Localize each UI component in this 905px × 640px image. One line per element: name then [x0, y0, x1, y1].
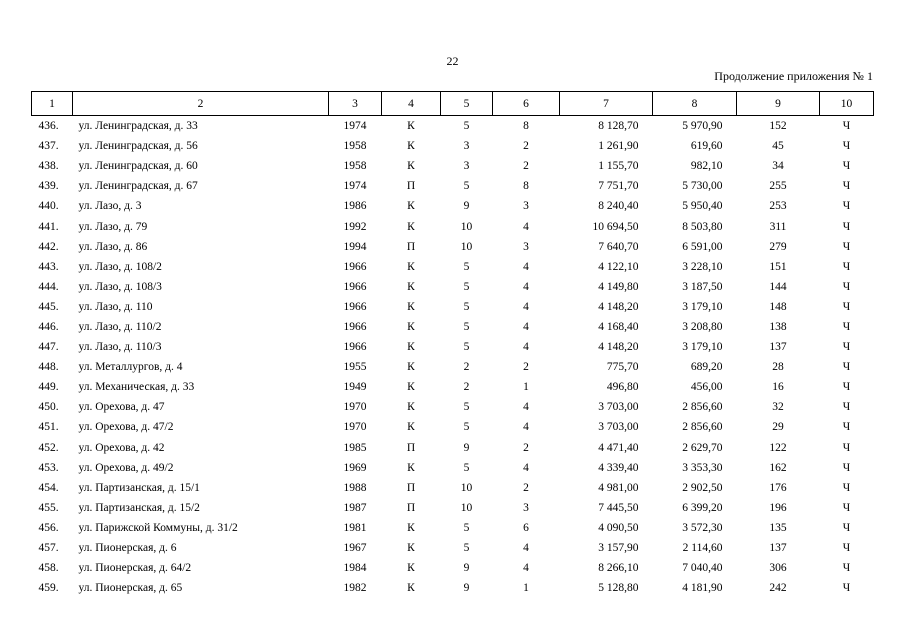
table-row [32, 257, 874, 277]
entrances-cell: 2 [523, 361, 529, 374]
living-area-cell: 4 181,90 [682, 582, 723, 595]
entrances-cell: 8 [523, 120, 529, 133]
year-cell: 1969 [343, 461, 367, 474]
year-cell: 1986 [343, 200, 367, 213]
address-cell: ул. Ленинградская, д. 60 [78, 160, 198, 173]
entrances-cell: 4 [523, 341, 529, 354]
table-row [32, 196, 874, 216]
living-area-cell: 2 902,50 [682, 481, 723, 494]
address-cell: ул. Пионерская, д. 64/2 [78, 562, 192, 575]
address-cell: ул. Пионерская, д. 6 [78, 542, 177, 555]
row-index: 440. [38, 200, 59, 213]
total-area-cell: 4 339,40 [598, 461, 639, 474]
floors-cell: 5 [463, 521, 470, 534]
entrances-cell: 4 [523, 401, 529, 414]
year-cell: 1974 [343, 180, 367, 193]
row-index: 445. [38, 300, 59, 313]
floors-cell: 5 [463, 320, 470, 333]
residents-cell: 144 [769, 280, 787, 293]
row-index: 459. [38, 582, 59, 595]
entrances-cell: 2 [523, 441, 529, 454]
material-cell: К [407, 381, 415, 394]
status-cell: Ч [842, 320, 851, 333]
entrances-cell: 4 [523, 461, 529, 474]
address-cell: ул. Ленинградская, д. 67 [78, 180, 198, 193]
row-index: 441. [38, 220, 59, 233]
address-cell: ул. Механическая, д. 33 [78, 381, 195, 394]
entrances-cell: 4 [523, 542, 529, 555]
total-area-cell: 1 155,70 [598, 160, 639, 173]
row-index: 454. [38, 481, 59, 494]
column-header: 6 [493, 92, 560, 116]
residents-cell: 16 [772, 381, 784, 394]
material-cell: К [407, 260, 415, 273]
table-body [32, 116, 874, 599]
living-area-cell: 3 353,30 [682, 461, 723, 474]
table-row [32, 397, 874, 417]
residents-cell: 28 [772, 361, 784, 374]
living-area-cell: 3 228,10 [682, 260, 723, 273]
year-cell: 1966 [343, 320, 367, 333]
year-cell: 1958 [343, 160, 367, 173]
floors-cell: 9 [463, 441, 470, 454]
total-area-cell: 8 266,10 [598, 562, 639, 575]
total-area-cell: 7 445,50 [598, 501, 639, 514]
year-cell: 1970 [343, 401, 367, 414]
status-cell: Ч [842, 381, 851, 394]
residents-cell: 137 [769, 341, 787, 354]
address-cell: ул. Лазо, д. 110/2 [78, 320, 162, 333]
total-area-cell: 4 168,40 [598, 320, 639, 333]
floors-cell: 10 [460, 501, 473, 514]
living-area-cell: 6 399,20 [682, 501, 723, 514]
material-cell: К [407, 220, 415, 233]
address-cell: ул. Лазо, д. 110/3 [78, 341, 162, 354]
living-area-cell: 689,20 [690, 361, 723, 374]
total-area-cell: 4 148,20 [598, 341, 639, 354]
entrances-cell: 3 [523, 501, 529, 514]
material-cell: К [407, 320, 415, 333]
status-cell: Ч [842, 582, 851, 595]
total-area-cell: 7 640,70 [598, 240, 639, 253]
total-area-cell: 8 128,70 [598, 120, 639, 133]
entrances-cell: 2 [523, 140, 529, 153]
residents-cell: 45 [772, 140, 784, 153]
year-cell: 1981 [343, 521, 367, 534]
living-area-cell: 8 503,80 [682, 220, 723, 233]
entrances-cell: 6 [523, 521, 529, 534]
material-cell: К [407, 120, 415, 133]
status-cell: Ч [842, 300, 851, 313]
residents-cell: 151 [769, 260, 787, 273]
floors-cell: 5 [463, 542, 470, 555]
material-cell: К [407, 160, 415, 173]
residents-cell: 135 [769, 521, 787, 534]
floors-cell: 9 [463, 200, 470, 213]
year-cell: 1966 [343, 280, 367, 293]
living-area-cell: 2 856,60 [682, 421, 723, 434]
row-index: 452. [38, 441, 59, 454]
residents-cell: 311 [769, 220, 787, 233]
living-area-cell: 456,00 [690, 381, 723, 394]
material-cell: К [407, 461, 415, 474]
residents-cell: 162 [769, 461, 787, 474]
status-cell: Ч [842, 180, 851, 193]
material-cell: П [406, 501, 416, 514]
floors-cell: 5 [463, 300, 470, 313]
column-header: 10 [820, 92, 874, 116]
row-index: 446. [38, 320, 59, 333]
living-area-cell: 6 591,00 [682, 240, 723, 253]
residents-cell: 255 [769, 180, 787, 193]
residents-cell: 253 [769, 200, 787, 213]
table-row [32, 277, 874, 297]
address-cell: ул. Орехова, д. 47 [78, 401, 165, 414]
status-cell: Ч [842, 240, 851, 253]
year-cell: 1988 [343, 481, 367, 494]
floors-cell: 3 [463, 160, 470, 173]
total-area-cell: 4 122,10 [598, 260, 639, 273]
material-cell: К [407, 341, 415, 354]
row-index: 456. [38, 521, 59, 534]
status-cell: Ч [842, 521, 851, 534]
total-area-cell: 496,80 [606, 381, 639, 394]
address-cell: ул. Металлургов, д. 4 [78, 361, 183, 374]
floors-cell: 9 [463, 582, 470, 595]
material-cell: П [406, 441, 416, 454]
residents-cell: 148 [769, 300, 787, 313]
entrances-cell: 1 [523, 582, 529, 595]
floors-cell: 5 [463, 180, 470, 193]
living-area-cell: 982,10 [690, 160, 723, 173]
floors-cell: 10 [460, 481, 473, 494]
floors-cell: 2 [463, 381, 470, 394]
status-cell: Ч [842, 481, 851, 494]
entrances-cell: 4 [523, 280, 529, 293]
table-row [32, 538, 874, 558]
floors-cell: 5 [463, 461, 470, 474]
year-cell: 1987 [343, 501, 367, 514]
address-cell: ул. Орехова, д. 49/2 [78, 461, 174, 474]
row-index: 453. [38, 461, 59, 474]
year-cell: 1984 [343, 562, 367, 575]
address-cell: ул. Лазо, д. 86 [78, 240, 148, 253]
residents-cell: 29 [772, 421, 784, 434]
table-row [32, 578, 874, 598]
residents-cell: 122 [769, 441, 787, 454]
row-index: 450. [38, 401, 59, 414]
table-row [32, 438, 874, 458]
page-number: 22 [446, 54, 459, 68]
status-cell: Ч [842, 260, 851, 273]
table-row [32, 176, 874, 196]
year-cell: 1970 [343, 421, 367, 434]
year-cell: 1966 [343, 341, 367, 354]
address-cell: ул. Партизанская, д. 15/1 [78, 481, 200, 494]
entrances-cell: 4 [523, 562, 529, 575]
row-index: 451. [38, 421, 59, 434]
floors-cell: 9 [463, 562, 470, 575]
table-row [32, 377, 874, 397]
column-header: 1 [32, 92, 73, 116]
row-index: 436. [38, 120, 59, 133]
total-area-cell: 4 981,00 [598, 481, 639, 494]
total-area-cell: 4 090,50 [598, 521, 639, 534]
status-cell: Ч [842, 461, 851, 474]
residents-cell: 279 [769, 240, 787, 253]
floors-cell: 5 [463, 260, 470, 273]
total-area-cell: 8 240,40 [598, 200, 639, 213]
material-cell: К [407, 421, 415, 434]
status-cell: Ч [842, 200, 851, 213]
address-cell: ул. Партизанская, д. 15/2 [78, 501, 200, 514]
table-row [32, 337, 874, 357]
address-cell: ул. Орехова, д. 42 [78, 441, 165, 454]
residents-cell: 138 [769, 320, 787, 333]
residents-cell: 196 [769, 501, 787, 514]
row-index: 449. [38, 381, 59, 394]
header-row [32, 92, 874, 116]
entrances-cell: 3 [523, 240, 529, 253]
table-row [32, 317, 874, 337]
total-area-cell: 775,70 [606, 361, 639, 374]
table-row [32, 458, 874, 478]
living-area-cell: 7 040,40 [682, 562, 723, 575]
row-index: 443. [38, 260, 59, 273]
living-area-cell: 2 629,70 [682, 441, 723, 454]
status-cell: Ч [842, 160, 851, 173]
material-cell: П [406, 240, 416, 253]
material-cell: П [406, 180, 416, 193]
year-cell: 1958 [343, 140, 367, 153]
address-cell: ул. Пионерская, д. 65 [78, 582, 183, 595]
address-cell: ул. Ленинградская, д. 56 [78, 140, 198, 153]
entrances-cell: 1 [523, 381, 529, 394]
total-area-cell: 3 703,00 [598, 421, 639, 434]
row-index: 458. [38, 562, 59, 575]
material-cell: К [407, 300, 415, 313]
address-cell: ул. Лазо, д. 79 [78, 220, 148, 233]
address-cell: ул. Лазо, д. 110 [78, 300, 153, 313]
row-index: 457. [38, 542, 59, 555]
row-index: 442. [38, 240, 59, 253]
year-cell: 1985 [343, 441, 367, 454]
status-cell: Ч [842, 120, 851, 133]
residents-cell: 137 [769, 542, 787, 555]
status-cell: Ч [842, 220, 851, 233]
floors-cell: 10 [460, 240, 473, 253]
entrances-cell: 4 [523, 260, 529, 273]
year-cell: 1994 [343, 240, 367, 253]
row-index: 438. [38, 160, 59, 173]
address-cell: ул. Ленинградская, д. 33 [78, 120, 198, 133]
status-cell: Ч [842, 140, 851, 153]
address-cell: ул. Лазо, д. 3 [78, 200, 142, 213]
year-cell: 1966 [343, 300, 367, 313]
row-index: 448. [38, 361, 59, 374]
entrances-cell: 2 [523, 481, 529, 494]
living-area-cell: 3 572,30 [682, 521, 723, 534]
floors-cell: 2 [463, 361, 470, 374]
total-area-cell: 5 128,80 [598, 582, 639, 595]
entrances-cell: 8 [523, 180, 529, 193]
status-cell: Ч [842, 441, 851, 454]
material-cell: К [407, 200, 415, 213]
living-area-cell: 3 179,10 [682, 341, 723, 354]
material-cell: К [407, 140, 415, 153]
status-cell: Ч [842, 401, 851, 414]
entrances-cell: 4 [523, 220, 529, 233]
year-cell: 1966 [343, 260, 367, 273]
table-row [32, 498, 874, 518]
column-header: 3 [329, 92, 382, 116]
material-cell: К [407, 542, 415, 555]
total-area-cell: 3 703,00 [598, 401, 639, 414]
table-row [32, 357, 874, 377]
living-area-cell: 5 970,90 [682, 120, 723, 133]
table-row [32, 216, 874, 236]
entrances-cell: 4 [523, 421, 529, 434]
year-cell: 1949 [343, 381, 367, 394]
total-area-cell: 3 157,90 [598, 542, 639, 555]
continuation-label: Продолжение приложения № 1 [714, 69, 873, 83]
total-area-cell: 1 261,90 [598, 140, 639, 153]
column-header: 4 [382, 92, 441, 116]
floors-cell: 5 [463, 280, 470, 293]
living-area-cell: 3 179,10 [682, 300, 723, 313]
year-cell: 1982 [343, 582, 367, 595]
residents-cell: 242 [769, 582, 787, 595]
total-area-cell: 10 694,50 [592, 220, 639, 233]
year-cell: 1967 [343, 542, 367, 555]
living-area-cell: 2 114,60 [682, 542, 723, 555]
material-cell: К [407, 562, 415, 575]
total-area-cell: 7 751,70 [598, 180, 639, 193]
total-area-cell: 4 148,20 [598, 300, 639, 313]
column-header: 7 [560, 92, 653, 116]
table-row [32, 417, 874, 437]
residents-cell: 34 [772, 160, 784, 173]
status-cell: Ч [842, 562, 851, 575]
floors-cell: 5 [463, 401, 470, 414]
status-cell: Ч [842, 361, 851, 374]
floors-cell: 5 [463, 421, 470, 434]
year-cell: 1955 [343, 361, 367, 374]
row-index: 437. [38, 140, 59, 153]
address-cell: ул. Лазо, д. 108/3 [78, 280, 162, 293]
status-cell: Ч [842, 280, 851, 293]
row-index: 439. [38, 180, 59, 193]
status-cell: Ч [842, 542, 851, 555]
table-row [32, 237, 874, 257]
status-cell: Ч [842, 341, 851, 354]
address-cell: ул. Орехова, д. 47/2 [78, 421, 174, 434]
entrances-cell: 2 [523, 160, 529, 173]
entrances-cell: 4 [523, 320, 529, 333]
column-header: 8 [653, 92, 737, 116]
column-header: 2 [73, 92, 329, 116]
living-area-cell: 3 208,80 [682, 320, 723, 333]
total-area-cell: 4 471,40 [598, 441, 639, 454]
material-cell: К [407, 361, 415, 374]
row-index: 447. [38, 341, 59, 354]
total-area-cell: 4 149,80 [598, 280, 639, 293]
year-cell: 1992 [343, 220, 367, 233]
row-index: 455. [38, 501, 59, 514]
material-cell: К [407, 401, 415, 414]
floors-cell: 3 [463, 140, 470, 153]
table-row [32, 136, 874, 156]
residents-cell: 152 [769, 120, 787, 133]
status-cell: Ч [842, 421, 851, 434]
table-row [32, 116, 874, 137]
material-cell: К [407, 280, 415, 293]
column-header: 9 [737, 92, 820, 116]
living-area-cell: 5 950,40 [682, 200, 723, 213]
residents-cell: 306 [769, 562, 787, 575]
entrances-cell: 4 [523, 300, 529, 313]
status-cell: Ч [842, 501, 851, 514]
table-row [32, 156, 874, 176]
floors-cell: 10 [460, 220, 473, 233]
table-row [32, 297, 874, 317]
address-cell: ул. Парижской Коммуны, д. 31/2 [78, 521, 238, 534]
housing-registry-table [31, 91, 874, 598]
living-area-cell: 3 187,50 [682, 280, 723, 293]
residents-cell: 176 [769, 481, 787, 494]
living-area-cell: 2 856,60 [682, 401, 723, 414]
column-header: 5 [441, 92, 493, 116]
year-cell: 1974 [343, 120, 367, 133]
address-cell: ул. Лазо, д. 108/2 [78, 260, 162, 273]
residents-cell: 32 [772, 401, 784, 414]
material-cell: К [407, 582, 415, 595]
living-area-cell: 619,60 [690, 140, 723, 153]
table-row [32, 478, 874, 498]
entrances-cell: 3 [523, 200, 529, 213]
table-row [32, 558, 874, 578]
floors-cell: 5 [463, 120, 470, 133]
living-area-cell: 5 730,00 [682, 180, 723, 193]
row-index: 444. [38, 280, 59, 293]
floors-cell: 5 [463, 341, 470, 354]
material-cell: К [407, 521, 415, 534]
table-row [32, 518, 874, 538]
material-cell: П [406, 481, 416, 494]
